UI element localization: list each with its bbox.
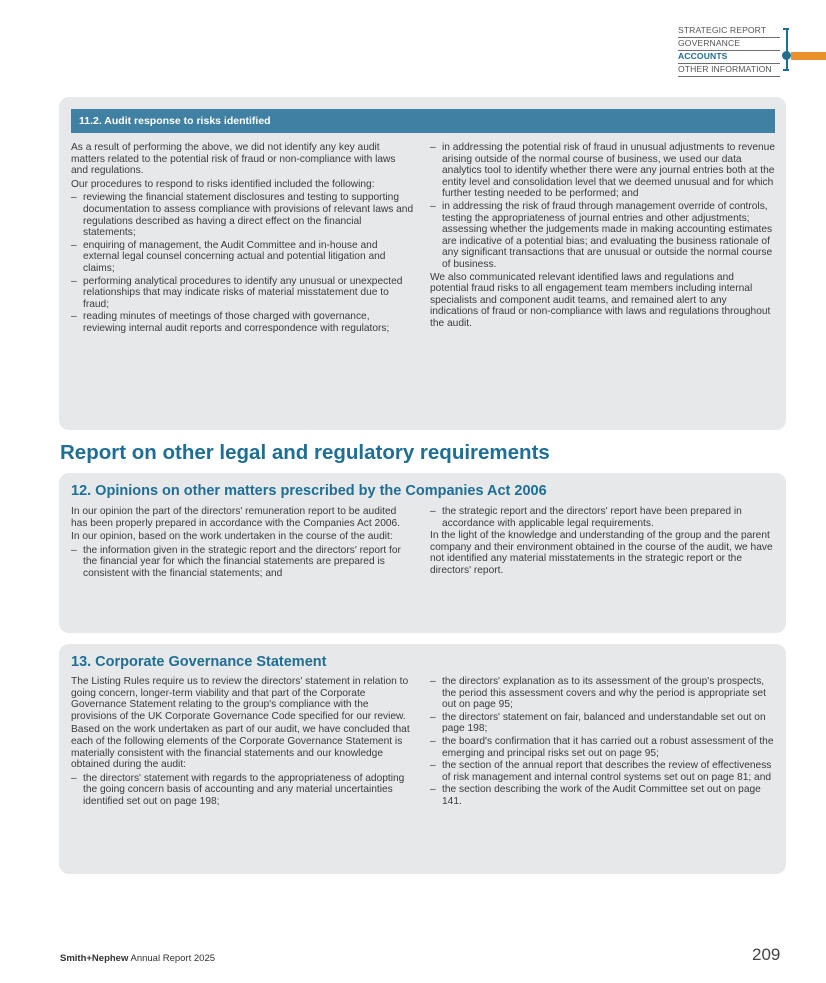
list-item: – the section of the annual report that describes the review of effectiveness of risk management and internal control systems set out on page 81; and: [430, 760, 775, 783]
paragraph: In the light of the knowledge and understanding of the group and the parent company and their environment obtained in the course of the audit, we have not identified any material misstatements in the strategic report or the directors' report.: [430, 530, 773, 576]
section-12-title: 12. Opinions on other matters prescribed by the Companies Act 2006: [71, 483, 547, 499]
paragraph: We also communicated relevant identified laws and regulations and potential fraud risks to all engagement team members including internal specialists and component audit teams, and remained alert to any indications of fraud or non-compliance with laws and regulations throughout the audit.: [430, 271, 771, 329]
panel-corporate-governance: [59, 644, 786, 874]
section-13-left-column: [71, 676, 415, 809]
list-item: – the section describing the work of the Audit Committee set out on page 141.: [430, 784, 775, 807]
list-item: – reading minutes of meetings of those charged with governance, reviewing internal audit reports and correspondence with regulators;: [71, 311, 415, 334]
section-11-2-right-column: [430, 142, 775, 332]
list-item: – the board's confirmation that it has carried out a robust assessment of the emerging and principal risks set out on page 95;: [430, 736, 775, 759]
nav-item-governance[interactable]: GOVERNANCE: [678, 38, 780, 51]
page-heading: Report on other legal and regulatory requirements: [60, 441, 550, 464]
list-item: – in addressing the potential risk of fraud in unusual adjustments to revenue arising outside of the normal course of business, we used our data analytics tool to identify whether there were any journal entries both at the entity level and consolidation level that we deemed unusual and for which further testing needed to be performed; and: [430, 142, 775, 200]
paragraph: The Listing Rules require us to review the directors' statement in relation to going concern, longer-term viability and that part of the Corporate Governance Statement relating to the group's compliance with the provisions of the UK Corporate Governance Code specified for our review.: [71, 676, 409, 722]
list-item: – the directors' statement with regards to the appropriateness of adopting the going concern basis of accounting and any material uncertainties identified set out on page 198;: [71, 773, 415, 808]
nav-item-accounts[interactable]: ACCOUNTS: [678, 51, 780, 64]
list-item: – the strategic report and the directors' report have been prepared in accordance with applicable legal requirements.: [430, 506, 775, 529]
section-11-2-left-column: [71, 142, 415, 336]
panel-audit-response: [59, 97, 786, 430]
paragraph: Our procedures to respond to risks identified included the following:: [71, 178, 375, 190]
section-13-right-column: [430, 676, 775, 809]
list-item: – enquiring of management, the Audit Committee and in-house and external legal counsel concerning actual and potential litigation and claims;: [71, 240, 415, 275]
nav-current-marker: [782, 51, 791, 60]
nav-item-other-information[interactable]: OTHER INFORMATION: [678, 64, 780, 77]
list-item: – reviewing the financial statement disclosures and testing to supporting documentation to assess compliance with provisions of relevant laws and regulations described as having a direct effect on the financial statements;: [71, 192, 415, 238]
section-nav: [678, 25, 780, 77]
panel-opinions-other-matters: [59, 473, 786, 633]
paragraph: In our opinion the part of the directors' remuneration report to be audited has been properly prepared in accordance with the Companies Act 2006.: [71, 506, 401, 529]
section-12-right-column: [430, 506, 775, 579]
nav-track-line: [786, 28, 788, 71]
brand-name: Smith+Nephew: [60, 953, 129, 964]
nav-current-tab-marker: [791, 52, 826, 60]
list-item: – in addressing the risk of fraud through management override of controls, testing the appropriateness of journal entries and other adjustments; assessing whether the judgements made in making accounting estimates are indicative of a potential bias; and evaluating the business rationale of any significant transactions that are unusual or outside the normal course of business.: [430, 201, 775, 271]
section-11-2-title: 11.2. Audit response to risks identified: [79, 115, 271, 127]
paragraph: Based on the work undertaken as part of our audit, we have concluded that each of the following elements of the Corporate Governance Statement is materially consistent with the financial statements and our knowledge obtained during the audit:: [71, 724, 410, 771]
list-item: – the information given in the strategic report and the directors' report for the financial year for which the financial statements are prepared is consistent with the financial statements; and: [71, 545, 415, 580]
section-13-title: 13. Corporate Governance Statement: [71, 654, 327, 670]
nav-item-strategic-report[interactable]: STRATEGIC REPORT: [678, 25, 780, 38]
nav-tick-top: [783, 28, 789, 30]
footer-brand: [60, 953, 215, 964]
panel-title-bar: [71, 109, 775, 133]
list-item: – performing analytical procedures to identify any unusual or unexpected relationships that may indicate risks of material misstatement due to fraud;: [71, 276, 415, 311]
nav-tick-bottom: [783, 69, 789, 71]
page-number: 209: [752, 945, 781, 964]
list-item: – the directors' statement on fair, balanced and understandable set out on page 198;: [430, 712, 775, 735]
paragraph: As a result of performing the above, we did not identify any key audit matters related to the potential risk of fraud or non-compliance with laws and regulations.: [71, 142, 396, 177]
list-item: – the directors' explanation as to its assessment of the group's prospects, the period this assessment covers and why the period is appropriate set out on page 95;: [430, 676, 775, 711]
paragraph: In our opinion, based on the work undertaken in the course of the audit:: [71, 531, 393, 543]
report-name: Annual Report 2025: [130, 953, 216, 964]
section-12-left-column: [71, 506, 415, 581]
